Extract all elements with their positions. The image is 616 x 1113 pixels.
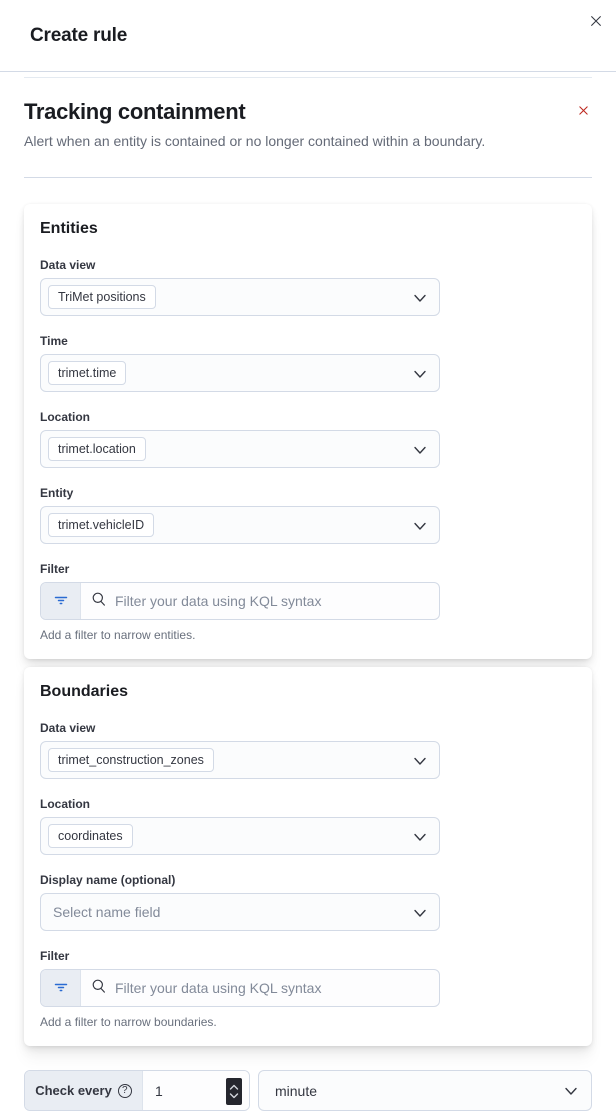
chevron-down-icon	[412, 518, 428, 539]
entities-kql-filter-group	[40, 582, 440, 620]
chevron-down-icon	[412, 905, 428, 926]
boundaries-title: Boundaries	[40, 683, 129, 700]
entities-entity-label: Entity	[40, 486, 74, 500]
close-flyout-button[interactable]	[584, 10, 608, 34]
boundaries-panel	[24, 667, 592, 1046]
chevron-down-icon	[412, 442, 428, 463]
close-icon	[589, 14, 603, 31]
rule-type-text	[24, 98, 485, 152]
boundaries-data-view-combobox[interactable]	[40, 741, 440, 779]
search-icon	[91, 591, 107, 612]
flyout-header	[0, 0, 616, 72]
entities-data-view-combobox[interactable]	[40, 278, 440, 316]
entities-data-view-label: Data view	[40, 258, 96, 272]
remove-icon	[577, 105, 590, 120]
remove-rule-type-button[interactable]	[575, 102, 592, 122]
boundaries-location-combobox[interactable]	[40, 817, 440, 855]
check-every-prepend	[25, 1071, 143, 1110]
boundaries-location-label: Location	[40, 797, 90, 811]
entities-filter-label: Filter	[40, 562, 70, 576]
combobox-placeholder: Select name field	[53, 904, 161, 920]
filter-icon	[53, 979, 69, 998]
chevron-down-icon	[412, 829, 428, 850]
content-top-divider	[24, 77, 592, 78]
boundaries-kql-filter-input[interactable]	[115, 980, 431, 996]
selected-value-badge[interactable]: trimet.location	[48, 437, 146, 461]
rule-type-description: Alert when an entity is contained or no longer contained within a boundary.	[24, 133, 486, 149]
search-icon	[91, 978, 107, 999]
chevron-down-icon	[412, 290, 428, 311]
check-interval-group	[24, 1070, 250, 1111]
check-every-label: Check every	[35, 1083, 112, 1098]
entities-title: Entities	[40, 220, 98, 237]
boundaries-filter-help-text: Add a filter to narrow boundaries.	[40, 1015, 217, 1029]
boundaries-data-view-label: Data view	[40, 721, 96, 735]
boundaries-filter-label: Filter	[40, 949, 70, 963]
filter-icon	[53, 592, 69, 611]
entities-panel	[24, 204, 592, 659]
check-schedule-row	[24, 1070, 592, 1111]
entities-filter-help-text: Add a filter to narrow entities.	[40, 628, 196, 642]
entities-location-combobox[interactable]	[40, 430, 440, 468]
chevron-down-icon	[412, 366, 428, 387]
help-icon[interactable]: ?	[118, 1084, 132, 1098]
stepper-up-icon	[229, 1084, 239, 1091]
selected-value-badge[interactable]: trimet.time	[48, 361, 126, 385]
page-title: Create rule	[30, 24, 128, 46]
boundaries-kql-filter-group	[40, 969, 440, 1007]
chevron-down-icon	[412, 753, 428, 774]
chevron-down-icon	[563, 1083, 579, 1104]
number-stepper[interactable]	[226, 1078, 242, 1105]
interval-unit-select[interactable]	[258, 1070, 592, 1111]
kql-filter-toggle-button[interactable]	[41, 970, 81, 1006]
selected-value-badge[interactable]: TriMet positions	[48, 285, 156, 309]
selected-value-badge[interactable]: trimet.vehicleID	[48, 513, 154, 537]
selected-value-badge[interactable]: trimet_construction_zones	[48, 748, 214, 772]
entities-entity-combobox[interactable]	[40, 506, 440, 544]
kql-filter-toggle-button[interactable]	[41, 583, 81, 619]
selected-value-badge[interactable]: coordinates	[48, 824, 133, 848]
stepper-down-icon	[229, 1092, 239, 1099]
rule-type-divider	[24, 177, 592, 178]
entities-location-label: Location	[40, 410, 90, 424]
entities-time-label: Time	[40, 334, 68, 348]
entities-time-combobox[interactable]	[40, 354, 440, 392]
boundaries-display-name-combobox[interactable]	[40, 893, 440, 931]
boundaries-display-name-label: Display name (optional)	[40, 873, 176, 887]
entities-kql-filter-input[interactable]	[115, 593, 431, 609]
rule-type-title: Tracking containment	[24, 99, 246, 124]
interval-unit-value: minute	[275, 1082, 318, 1099]
